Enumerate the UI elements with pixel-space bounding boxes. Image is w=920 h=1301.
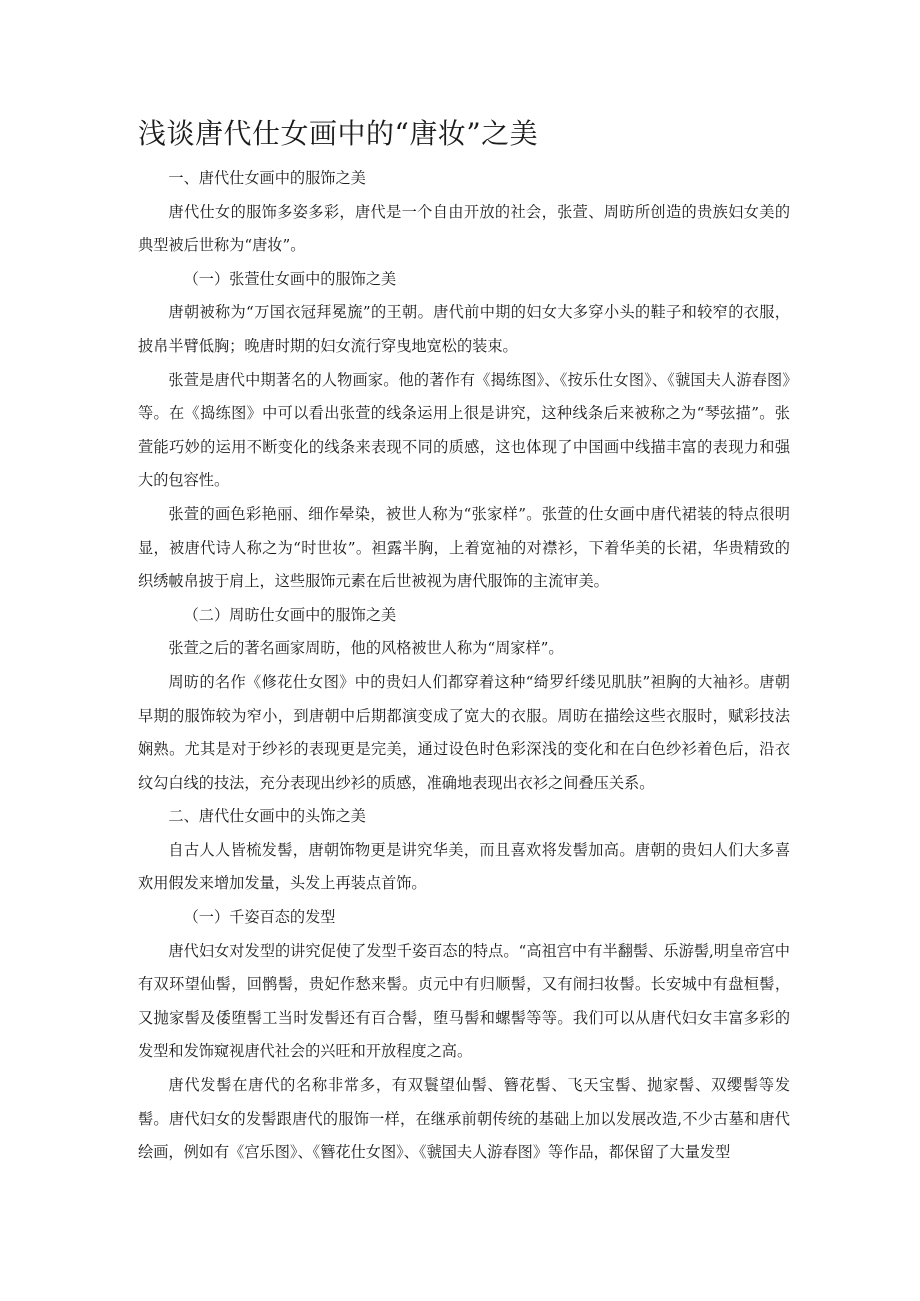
subsection-heading: （一）千姿百态的发型 [183, 908, 336, 927]
paragraph: 张萱的画色彩艳丽、细作晕染，被世人称为“张家样”。张萱的仕女画中唐代裙装的特点很明显，被唐代诗人称之为“时世妆”。袒露半胸，上着宽袖的对襟衫，下着华美的长裙，华贵精致的织绣帔帛披于肩上，这些服饰元素在后世被视为唐代服饰的主流审美。 [138, 504, 790, 591]
paragraph: 周昉的名作《修花仕女图》中的贵妇人们都穿着这种“绮罗纤缕见肌肤”袒胸的大袖衫。唐朝早期的服饰较为窄小，到唐朝中后期都演变成了宽大的衣服。周昉在描绘这些衣服时，赋彩技法娴熟。尤其是对于纱衫的表现更是完美，通过设色时色彩深浅的变化和在白色纱衫着色后，沿衣纹勾白线的技法，充分表现出纱衫的质感，准确地表现出衣衫之间叠压关系。 [138, 672, 790, 792]
paragraph: 张萱是唐代中期著名的人物画家。他的著作有《揭练图》、《按乐仕女图》、《虢国夫人游春图》等。在《捣练图》中可以看出张萱的线条运用上很是讲究，这种线条后来被称之为“琴弦描”。张萱能巧妙的运用不断变化的线条来表现不同的质感，这也体现了中国画中线描丰富的表现力和强大的包容性。 [138, 370, 790, 490]
section-heading: 二、唐代仕女画中的头饰之美 [168, 807, 366, 826]
section-heading: 一、唐代仕女画中的服饰之美 [168, 169, 366, 187]
paragraph: 唐代仕女的服饰多姿多彩，唐代是一个自由开放的社会，张萱、周昉所创造的贵族妇女美的典型被后世称为“唐妆”。 [138, 202, 790, 255]
document-title: 浅谈唐代仕女画中的“唐妆”之美 [138, 117, 539, 150]
paragraph: 唐朝被称为“万国衣冠拜冕旒”的王朝。唐代前中期的妇女大多穿小头的鞋子和较窄的衣服，披帛半臂低胸；晚唐时期的妇女流行穿曳地宽松的装束。 [138, 303, 790, 355]
paragraph: 唐代发髻在唐代的名称非常多，有双鬟望仙髻、簪花髻、飞天宝髻、抛家髻、双缨髻等发髻。唐代妇女的发髻跟唐代的服饰一样，在继承前朝传统的基础上加以发展改造,不少古墓和唐代绘画，例如有《宫乐图》、《簪花仕女图》、《虢国夫人游春图》等作品，都保留了大量发型 [138, 1076, 790, 1162]
document-page [138, 112, 790, 1170]
paragraph: 唐代妇女对发型的讲究促使了发型千姿百态的特点。“高祖宫中有半翻髻、乐游髻,明皇帝宫中有双环望仙髻，回鹘髻，贵妃作愁来髻。贞元中有归顺髻，又有闹扫妆髻。长安城中有盘桓髻，又抛家髻及倭堕髻工当时发髻还有百合髻，堕马髻和螺髻等等。我们可以从唐代妇女丰富多彩的发型和发饰窥视唐代社会的兴旺和开放程度之高。 [138, 941, 790, 1061]
paragraph: 张萱之后的著名画家周昉，他的风格被世人称为“周家样”。 [168, 639, 564, 658]
subsection-heading: （一）张萱仕女画中的服饰之美 [183, 269, 397, 288]
subsection-heading: （二）周昉仕女画中的服饰之美 [183, 605, 397, 624]
paragraph: 自古人人皆梳发髻，唐朝饰物更是讲究华美，而且喜欢将发髻加高。唐朝的贵妇人们大多喜欢用假发来增加发量，头发上再装点首饰。 [138, 840, 790, 893]
